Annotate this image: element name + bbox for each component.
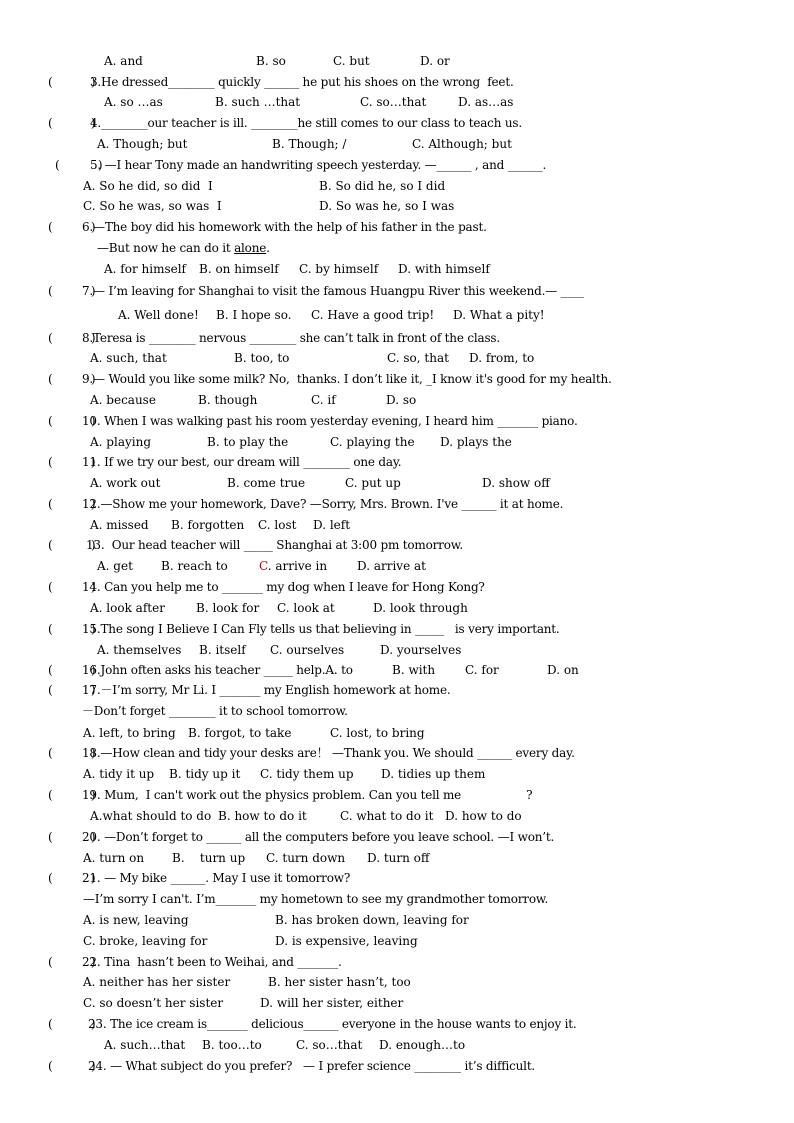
answer-blank: ( )	[48, 75, 96, 89]
option-d: D. plays the	[440, 435, 512, 449]
option-d: D. so	[386, 393, 417, 407]
option-b: B. too, to	[234, 351, 290, 365]
option-d: D. What a pity!	[453, 308, 545, 322]
option-a: A. neither has her sister	[83, 975, 231, 989]
option-a: A. such…that	[104, 1038, 186, 1052]
option-a: A. turn on	[83, 851, 145, 865]
option-d: D. is expensive, leaving	[275, 934, 418, 948]
question-stem: 4.________our teacher is ill. ________he still comes to our class to teach us.	[90, 116, 522, 130]
option-c: C. put up	[345, 476, 401, 490]
option-d: D. left	[313, 518, 351, 532]
option-a: A. So he did, so did I	[83, 179, 213, 193]
option-c: C. so…that	[360, 95, 427, 109]
option-d: D. tidies up them	[381, 767, 486, 781]
option-b: B. forgotten	[171, 518, 245, 532]
question-stem: 10. When I was walking past his room yesterday evening, I heard him _______ piano.	[82, 414, 578, 428]
question-stem: 7.— I’m leaving for Shanghai to visit the famous Huangpu River this weekend.— ____	[82, 284, 584, 298]
option-b: B. So did he, so I did	[319, 179, 446, 193]
option-b: B. her sister hasn’t, too	[268, 975, 411, 989]
option-c: C. look at	[277, 601, 335, 615]
question-stem: 12.—Show me your homework, Dave? —Sorry, Mrs. Brown. I've ______ it at home.	[82, 497, 564, 511]
option-c: C. Have a good trip!	[311, 308, 435, 322]
question-stem: 16.John often asks his teacher _____ help.A. to	[82, 663, 353, 677]
option-d: D. as…as	[458, 95, 514, 109]
option-a: A. tidy it up	[83, 767, 155, 781]
option-b: B. tidy up it	[169, 767, 241, 781]
option-a: A. Well done!	[118, 308, 199, 322]
option-c: C. lost	[258, 518, 297, 532]
option-a: A. missed	[90, 518, 149, 532]
option-d: D. how to do	[445, 809, 522, 823]
option-c: C. broke, leaving for	[83, 934, 208, 948]
option-c: C. Although; but	[412, 137, 512, 151]
option-b: B. forgot, to take	[188, 726, 292, 740]
option-a: A. Though; but	[97, 137, 188, 151]
option-c: C. ourselves	[270, 643, 345, 657]
option-d: D. or	[420, 54, 450, 68]
option-c: C. so…that	[296, 1038, 363, 1052]
question-stem: 13. Our head teacher will _____ Shanghai at 3:00 pm tomorrow.	[86, 538, 463, 552]
answer-blank: ( )	[48, 455, 96, 469]
option-b: B. reach to	[161, 559, 228, 573]
option-b: B. has broken down, leaving for	[275, 913, 469, 927]
answer-blank: ( )	[55, 158, 103, 172]
answer-blank: ( )	[48, 580, 96, 594]
option-a: A. look after	[90, 601, 165, 615]
option-a: A. get	[97, 559, 133, 573]
option-a: A. playing	[90, 435, 151, 449]
option-d: D. So was he, so I was	[319, 199, 455, 213]
answer-blank: ( )	[48, 955, 96, 969]
option-d: D. turn off	[367, 851, 430, 865]
answer-blank: ( )	[48, 746, 96, 760]
option-b: B. look for	[196, 601, 260, 615]
option-b: B. so	[256, 54, 286, 68]
option-b: B. how to do it	[218, 809, 307, 823]
question-stem-line2: —But now he can do it alone.	[97, 241, 270, 255]
question-stem: 6.—The boy did his homework with the help of his father in the past.	[82, 220, 487, 234]
answer-blank: ( )	[48, 538, 96, 552]
option-c: C. tidy them up	[260, 767, 354, 781]
option-b: B. with	[392, 663, 436, 677]
option-b: B. such …that	[215, 95, 301, 109]
answer-blank: ( )	[48, 663, 96, 677]
option-d: D. yourselves	[380, 643, 462, 657]
option-d: D. look through	[373, 601, 468, 615]
option-a: A. work out	[90, 476, 161, 490]
answer-blank: ( )	[48, 414, 96, 428]
answer-blank: ( )	[48, 497, 96, 511]
option-c: C. so doesn’t her sister	[83, 996, 224, 1010]
option-a: A. and	[104, 54, 143, 68]
option-b: B. on himself	[199, 262, 279, 276]
option-b: B. I hope so.	[216, 308, 292, 322]
question-stem: 11. If we try our best, our dream will ________ one day.	[82, 455, 402, 469]
option-c: C. if	[311, 393, 336, 407]
answer-blank: ( )	[48, 788, 96, 802]
question-stem: 14. Can you help me to _______ my dog when I leave for Hong Kong?	[82, 580, 485, 594]
question-stem: 21. — My bike ______. May I use it tomorrow?	[82, 871, 351, 885]
option-b: B. though	[198, 393, 258, 407]
answer-blank: ( )	[48, 683, 96, 697]
answer-blank: ( )	[48, 372, 96, 386]
option-a: A. such, that	[90, 351, 167, 365]
option-c: C. playing the	[330, 435, 415, 449]
answer-blank: ( )	[48, 1059, 96, 1073]
answer-blank: ( )	[48, 116, 96, 130]
question-stem: 18.—How clean and tidy your desks are！ —Thank you. We should ______ every day.	[82, 746, 575, 760]
question-stem-line2: —I’m sorry I can't. I’m_______ my hometown to see my grandmother tomorrow.	[83, 892, 549, 906]
question-stem: 22. Tina hasn’t been to Weihai, and _______.	[82, 955, 342, 969]
option-c: C. so, that	[387, 351, 449, 365]
option-a: A. because	[90, 393, 156, 407]
option-a: A.what should to do	[90, 809, 212, 823]
question-stem: 23. The ice cream is_______ delicious______ everyone in the house wants to enjoy it.	[88, 1017, 577, 1031]
option-c: C. by himself	[299, 262, 379, 276]
option-d: D. on	[547, 663, 579, 677]
question-stem: 9.— Would you like some milk? No, thanks. I don’t like it, _I know it's good for my health.	[82, 372, 612, 386]
option-d: D. with himself	[398, 262, 490, 276]
option-d: D. show off	[482, 476, 550, 490]
option-d: D. will her sister, either	[260, 996, 404, 1010]
option-c: C. for	[465, 663, 499, 677]
question-stem: 3.He dressed________ quickly ______ he put his shoes on the wrong feet.	[90, 75, 514, 89]
question-stem: 24. — What subject do you prefer? — I prefer science ________ it’s difficult.	[88, 1059, 536, 1073]
option-b: B. itself	[199, 643, 246, 657]
option-d: D. enough…to	[379, 1038, 466, 1052]
question-stem: 17.－I’m sorry, Mr Li. I _______ my English homework at home.	[82, 683, 451, 697]
option-d: D. from, to	[469, 351, 535, 365]
option-b: B. too…to	[202, 1038, 262, 1052]
answer-blank: ( )	[48, 220, 96, 234]
answer-blank: ( )	[48, 871, 96, 885]
question-stem: 15.The song I Believe I Can Fly tells us that believing in _____ is very important.	[82, 622, 560, 636]
option-b: B. to play the	[207, 435, 289, 449]
question-stem: 20. —Don’t forget to ______ all the computers before you leave school. —I won’t.	[82, 830, 555, 844]
option-b: B. turn up	[172, 851, 246, 865]
answer-blank: ( )	[48, 284, 96, 298]
option-c: C. but	[333, 54, 370, 68]
question-stem-line2: －Don’t forget ________ it to school tomorrow.	[82, 704, 348, 718]
option-c: C. So he was, so was I	[83, 199, 222, 213]
question-stem: 8.Teresa is ________ nervous ________ she can’t talk in front of the class.	[82, 331, 500, 345]
option-c: C. turn down	[266, 851, 346, 865]
option-b: B. Though; /	[272, 137, 347, 151]
answer-blank: ( )	[48, 830, 96, 844]
option-c: C. what to do it	[340, 809, 434, 823]
option-a: A. for himself	[104, 262, 186, 276]
question-stem: 19. Mum, I can't work out the physics problem. Can you tell me ?	[82, 788, 533, 802]
option-a: A. is new, leaving	[83, 913, 189, 927]
answer-blank: ( )	[48, 622, 96, 636]
answer-blank: ( )	[48, 1017, 96, 1031]
option-d: D. arrive at	[357, 559, 426, 573]
option-c: C. arrive in	[259, 559, 328, 573]
option-a: A. themselves	[97, 643, 182, 657]
option-a: A. left, to bring	[83, 726, 176, 740]
question-stem: 5. —I hear Tony made an handwriting speech yesterday. —______ , and ______.	[90, 158, 547, 172]
option-b: B. come true	[227, 476, 306, 490]
option-a: A. so …as	[104, 95, 163, 109]
answer-blank: ( )	[48, 331, 96, 345]
option-c: C. lost, to bring	[330, 726, 425, 740]
